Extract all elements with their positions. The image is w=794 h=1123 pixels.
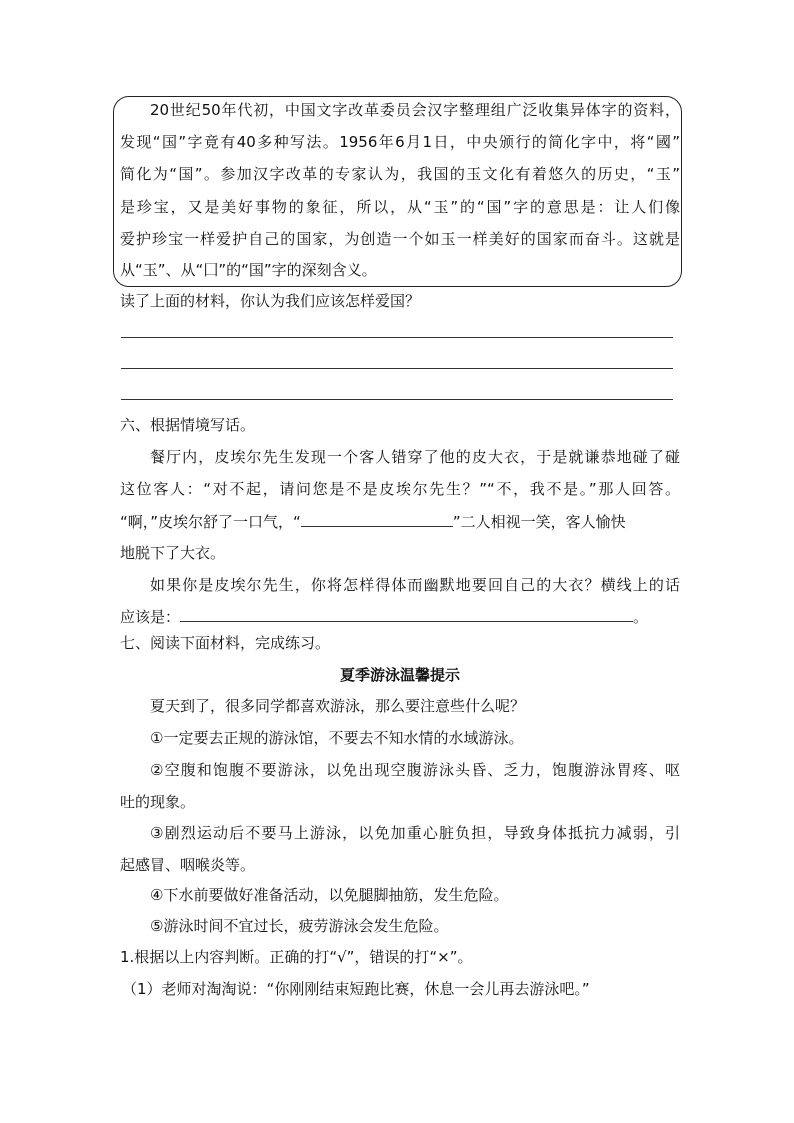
section-6-para1-line-4: 地脱下了大衣。: [120, 544, 226, 562]
passage-line-3: 简化为“国”。参加汉字改革的专家认为，我国的玉文化有着悠久的历史，“玉”: [120, 165, 680, 183]
section-6-para1-line-1: 餐厅内，皮埃尔先生发现一个客人错穿了他的皮大衣，于是就谦恭地碰了碰: [150, 448, 680, 466]
answer-line-1[interactable]: [121, 337, 673, 338]
answer-period: 。: [633, 608, 649, 626]
question-1: 1.根据以上内容判断。正确的打“√”，错误的打“×”。: [120, 948, 473, 966]
tip-2-line-1: ②空腹和饱腹不要游泳，以免出现空腹游泳头昏、乏力，饱腹游泳胃疼、呕: [150, 761, 680, 779]
answer-line-3[interactable]: [121, 399, 673, 400]
answer-line-2[interactable]: [121, 368, 673, 369]
tip-3-line-1: ③剧烈运动后不要马上游泳，以免加重心脏负担，导致身体抵抗力减弱，引: [150, 824, 680, 842]
section-6-para1-line-2: 这位客人：“对不起，请问您是不是皮埃尔先生？”“不，我不是。”那人回答。: [120, 480, 680, 498]
question-love-country: 读了上面的材料，你认为我们应该怎样爱国？: [120, 292, 421, 310]
passage-line-2: 发现“国”字竟有40多种写法。1956年6月1日，中央颁行的简化字中，将“國”: [120, 133, 680, 151]
section-6-para2-line-1: 如果你是皮埃尔先生，你将怎样得体而幽默地要回自己的大衣？横线上的话: [150, 576, 680, 594]
section-7-heading: 七、阅读下面材料，完成练习。: [120, 634, 331, 652]
passage-line-6: 从“玉”、从“囗”的“国”字的深刻含义。: [120, 261, 377, 279]
answer-blank[interactable]: [180, 607, 633, 622]
section-6-para1-line-3: [120, 512, 626, 531]
tip-4: ④下水前要做好准备活动，以免腿脚抽筋，发生危险。: [150, 886, 509, 904]
section-6-heading: 六、根据情境写话。: [120, 416, 256, 434]
passage-frame: [113, 96, 682, 287]
section-6-para2-line-2: [120, 607, 648, 626]
question-1-item-1: （1）老师对淘淘说：“你刚刚结束短跑比赛，休息一会儿再去游泳吧。”: [122, 980, 590, 998]
passage-line-5: 爱护珍宝一样爱护自己的国家，为创造一个如玉一样美好的国家而奋斗。这就是: [120, 230, 680, 248]
tip-3-line-2: 起感冒、咽喉炎等。: [120, 856, 256, 874]
reading-intro: 夏天到了，很多同学都喜欢游泳，那么要注意些什么呢？: [150, 697, 526, 715]
answer-prompt: 应该是：: [120, 608, 181, 626]
dialogue-blank[interactable]: [301, 512, 453, 527]
passage-line-4: 是珍宝，又是美好事物的象征，所以，从“玉”的“国”字的意思是：让人们像: [120, 198, 680, 216]
tip-5: ⑤游泳时间不宜过长，疲劳游泳会发生危险。: [150, 917, 449, 935]
passage-line-1: 20世纪50年代初，中国文字改革委员会汉字整理组广泛收集异体字的资料，: [150, 101, 680, 119]
dialogue-before-blank: “啊，”皮埃尔舒了一口气，“: [120, 513, 301, 531]
reading-title: 夏季游泳温馨提示: [339, 666, 460, 684]
tip-1: ①一定要去正规的游泳馆，不要去不知水情的水域游泳。: [150, 729, 524, 747]
dialogue-after-blank: ”二人相视一笑，客人愉快: [452, 513, 626, 531]
tip-2-line-2: 吐的现象。: [120, 793, 196, 811]
